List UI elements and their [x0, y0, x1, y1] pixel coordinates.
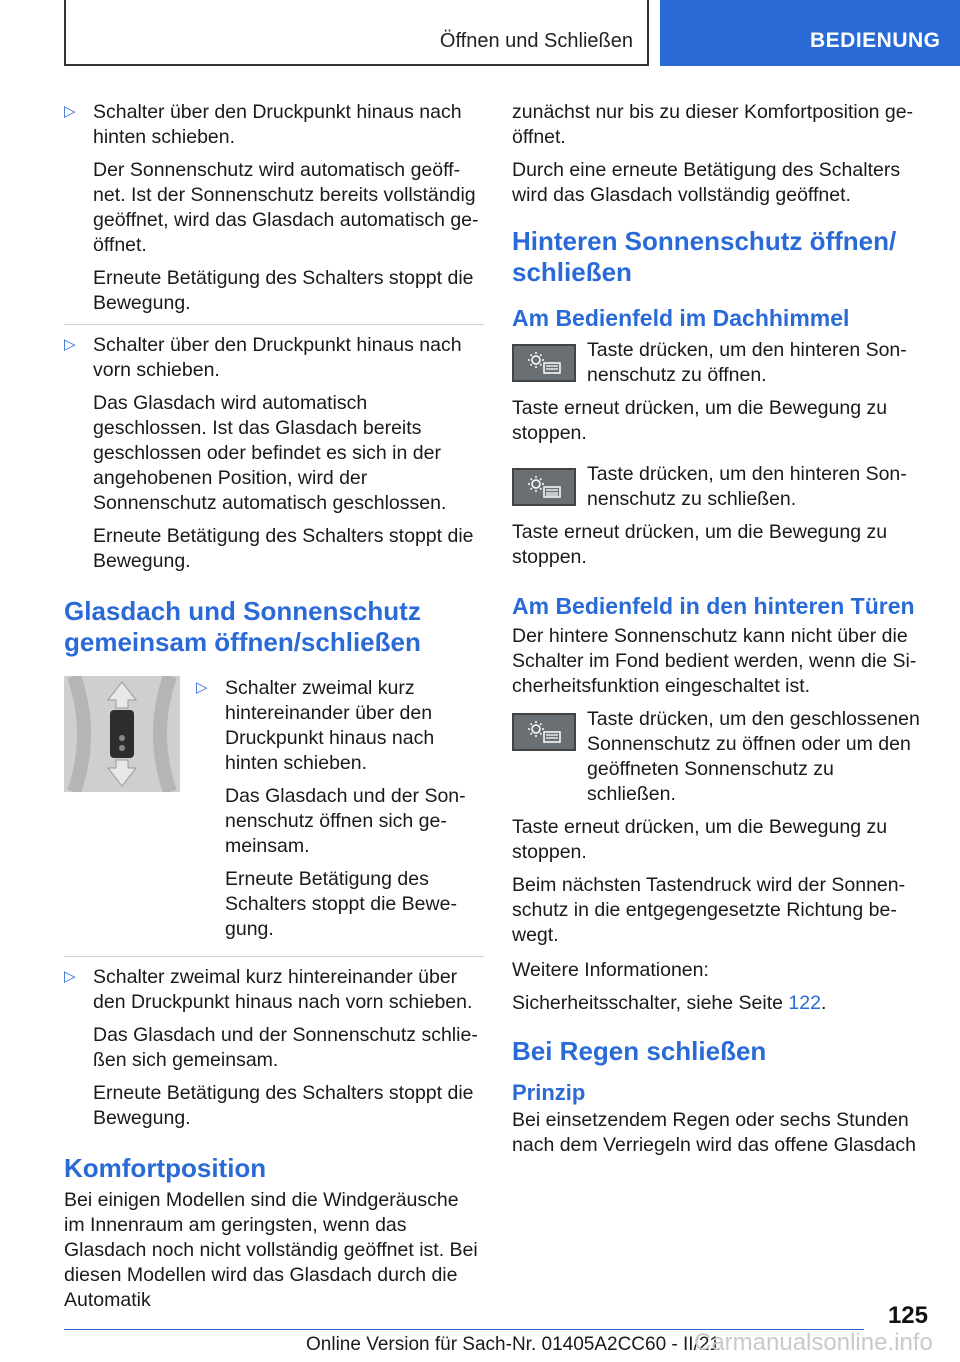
section-header-box	[64, 0, 649, 66]
komfort-paragraph: Bei einigen Modellen sind die Windgeräusche im Innenraum am geringsten, wenn das Glasdach noch nicht vollständig geöffnet ist. Bei diesen Modellen wird das Glasdach durch die Automatik	[64, 1189, 478, 1311]
cross-reference-text: Sicherheitsschalter, siehe Seite	[512, 992, 789, 1014]
continued-paragraph: zunächst nur bis zu dieser Komfortposition geöffnet.	[512, 101, 914, 148]
key-text: Taste drücken, um den hinteren Sonnenschutz zu schließen.	[587, 463, 907, 510]
triangle-right-icon: ▷	[196, 679, 208, 696]
list-item-text: Erneute Betätigung des Schalters stoppt die Bewegung.	[93, 1082, 474, 1129]
heading-hintere-tueren: Am Bedienfeld in den hinteren Türen	[512, 593, 915, 619]
heading-hinteren-sonnenschutz: Hinteren Sonnenschutz öffnen/ schließen	[512, 226, 897, 287]
figure-row	[64, 676, 484, 950]
switch-illustration-icon	[64, 676, 180, 792]
list-item-text: Schalter zweimal kurz hintereinander über den Druckpunkt hinaus nach vorn schieben.	[93, 966, 473, 1013]
triangle-right-icon: ▷	[64, 968, 76, 985]
left-column	[64, 100, 484, 1321]
page-link[interactable]: 122	[788, 992, 821, 1014]
list-item	[196, 676, 484, 950]
switch-photo	[64, 676, 180, 792]
heading-regen: Bei Regen schließen	[512, 1036, 767, 1066]
list-item-text: Schalter über den Druckpunkt hinaus nach hinten schieben.	[93, 101, 462, 148]
key-instruction	[512, 707, 922, 807]
list-item-text: Das Glasdach und der Sonnenschutz öffnen sich gemeinsam.	[225, 785, 466, 857]
chapter-tab-label: BEDIENUNG	[810, 29, 941, 52]
key-after-text: Taste erneut drücken, um die Bewegung zu stoppen.	[512, 397, 888, 444]
online-version-text: Online Version für Sach-Nr. 01405A2CC60 - II/21	[306, 1334, 721, 1355]
sunshade-button-icon[interactable]	[512, 344, 576, 382]
list-item-text: Erneute Betätigung des Schalters stoppt die Bewegung.	[225, 868, 457, 940]
continued-paragraph: Durch eine erneute Betätigung des Schalters wird das Glasdach vollständig geöffnet.	[512, 159, 901, 206]
key-after-text: Taste erneut drücken, um die Bewegung zu stoppen.	[512, 816, 888, 863]
divider	[64, 956, 484, 957]
heading-komfortposition: Komfortposition	[64, 1153, 267, 1183]
key-text: Taste drücken, um den geschlossenen Sonnenschutz zu öffnen oder um den geöffneten Sonnenschutz zu schließen.	[587, 708, 920, 805]
sunshade-button-icon[interactable]	[512, 468, 576, 506]
list-item-text: Das Glasdach und der Sonnenschutz schließen sich gemeinsam.	[93, 1024, 478, 1071]
list-item	[64, 333, 484, 574]
cross-reference	[512, 991, 922, 1016]
sunshade-button-icon[interactable]	[512, 713, 576, 751]
key-text: Taste drücken, um den hinteren Sonnenschutz zu öffnen.	[587, 339, 907, 386]
heading-glasdach: Glasdach und Sonnenschutz gemeinsam öffnen/schließen	[64, 596, 421, 657]
next-press-paragraph: Beim nächsten Tastendruck wird der Sonnenschutz in die entgegengesetzte Richtung bewegt.	[512, 874, 906, 946]
list-item-text: Schalter über den Druckpunkt hinaus nach vorn schieben.	[93, 334, 462, 381]
heading-dachhimmel: Am Bedienfeld im Dachhimmel	[512, 305, 850, 331]
triangle-right-icon: ▷	[64, 336, 76, 353]
chapter-tab[interactable]	[660, 0, 960, 66]
sunshade-symbol-icon	[524, 719, 564, 745]
right-column	[512, 100, 922, 1166]
triangle-right-icon: ▷	[64, 103, 76, 120]
watermark: Carmanualsonline.info	[694, 1329, 933, 1356]
tueren-paragraph: Der hintere Sonnenschutz kann nicht über die Schalter im Fond bedient werden, wenn die Sicherheitsfunktion eingeschaltet ist.	[512, 625, 917, 697]
page-number: 125	[887, 1302, 928, 1329]
list-item-text: Das Glasdach wird automatisch geschlossen. Ist das Glasdach bereits geschlossen oder befindet es sich in der angehobenen Position, wird der Sonnenschutz automatisch geschlossen.	[93, 392, 447, 514]
key-instruction	[512, 338, 922, 388]
divider	[64, 324, 484, 325]
key-after-text: Taste erneut drücken, um die Bewegung zu stoppen.	[512, 521, 888, 568]
page-header	[0, 0, 960, 66]
heading-prinzip: Prinzip	[512, 1080, 586, 1105]
list-item-text: Schalter zweimal kurz hintereinander über den Druckpunkt hinaus nach hinten schieben.	[225, 677, 435, 774]
sunshade-symbol-icon	[524, 474, 564, 500]
section-title: Öffnen und Schließen	[439, 30, 633, 52]
list-item-text: Erneute Betätigung des Schalters stoppt die Bewegung.	[93, 525, 474, 572]
list-item	[64, 100, 484, 316]
cross-reference-suffix: .	[820, 992, 827, 1014]
prinzip-paragraph: Bei einsetzendem Regen oder sechs Stunden nach dem Verriegeln wird das offene Glasdach	[512, 1109, 916, 1156]
key-instruction	[512, 462, 922, 512]
list-item-text: Der Sonnenschutz wird automatisch geöffnet. Ist der Sonnenschutz bereits vollständig geöffnet, wird das Glasdach automatisch geöffnet.	[93, 159, 479, 256]
list-item-text: Erneute Betätigung des Schalters stoppt die Bewegung.	[93, 267, 474, 314]
list-item	[64, 965, 484, 1131]
more-info-label: Weitere Informationen:	[512, 959, 709, 981]
sunshade-symbol-icon	[524, 350, 564, 376]
